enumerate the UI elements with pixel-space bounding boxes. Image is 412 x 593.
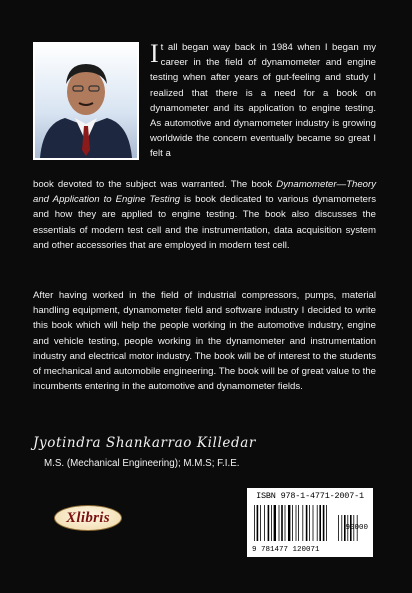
barcode-bar	[264, 505, 265, 541]
intro-text-before-title: book devoted to the subject was warranted. The book	[33, 179, 277, 190]
barcode-bar	[296, 505, 297, 541]
barcode-bar	[254, 505, 255, 541]
author-signature: Jyotindra Shankarrao Killedar	[33, 435, 256, 451]
author-portrait-image	[35, 44, 137, 158]
barcode-bar	[257, 505, 259, 541]
isbn-barcode	[247, 488, 373, 557]
barcode-bar	[298, 505, 299, 541]
barcode-bar	[306, 505, 308, 541]
publisher-logo	[54, 505, 122, 531]
barcode-bar	[271, 505, 272, 541]
intro-text-top: t all began way back in 1984 when I began my career in the field of dynamometer and engine testing when after years of gut-feeling and study I realized that there is a need for a book on dynamometer and its application to engine testing. As automotive and dynamometer industry is growing worldwide the concern eventually became so great I felt a	[150, 42, 376, 160]
barcode-bar	[281, 505, 283, 541]
barcode-bar	[288, 505, 290, 541]
barcode-bar	[313, 505, 314, 541]
barcode-bar	[274, 505, 276, 541]
price-bar	[338, 515, 339, 541]
barcode-bar	[326, 505, 327, 541]
barcode-bar	[285, 505, 286, 541]
intro-paragraph-continued	[33, 177, 376, 253]
barcode-bar	[279, 505, 280, 541]
barcode-bar	[302, 505, 303, 541]
publisher-logo-text: Xlibris	[66, 509, 110, 526]
barcode-bar	[323, 505, 325, 541]
isbn-text: ISBN 978-1-4771-2007-1	[256, 491, 364, 501]
price-code: 90000	[345, 524, 368, 532]
second-paragraph: After having worked in the field of industrial compressors, pumps, material handling equipment, dynamometer field and software industry I decided to write this book which will help the people working in the automotive industry, engine and vehicle testing, people working in the dynamometer and instrumentation industry and electrical motor industry. The book will be of interest to the students of mechanical and automobile engineering. The book will be of great value to the incumbents entering in the automotive and dynamometer fields.	[33, 290, 376, 393]
barcode-bar	[319, 505, 321, 541]
ean-number: 9 781477 120071	[252, 546, 320, 554]
barcode-bar	[260, 505, 261, 541]
author-credentials: M.S. (Mechanical Engineering); M.M.S; F.I.E.	[44, 458, 240, 469]
barcode-bar	[309, 505, 310, 541]
barcode-bar	[292, 505, 293, 541]
barcode-bar	[317, 505, 318, 541]
intro-text-after-title: is book dedicated to various dynamometers and how they are applied to engine testing. The book also discusses the essentials of modern test cell and the instrumentation, data acquisition system and other accessories that are employed in modern test cell.	[33, 194, 376, 251]
barcode-bar	[268, 505, 270, 541]
book-title: Dynamometer—Theory and Application to Engine Testing	[33, 179, 376, 206]
drop-cap: I	[150, 39, 159, 68]
author-photo	[33, 42, 139, 160]
price-bar	[341, 515, 342, 541]
intro-paragraph-top	[150, 40, 376, 162]
